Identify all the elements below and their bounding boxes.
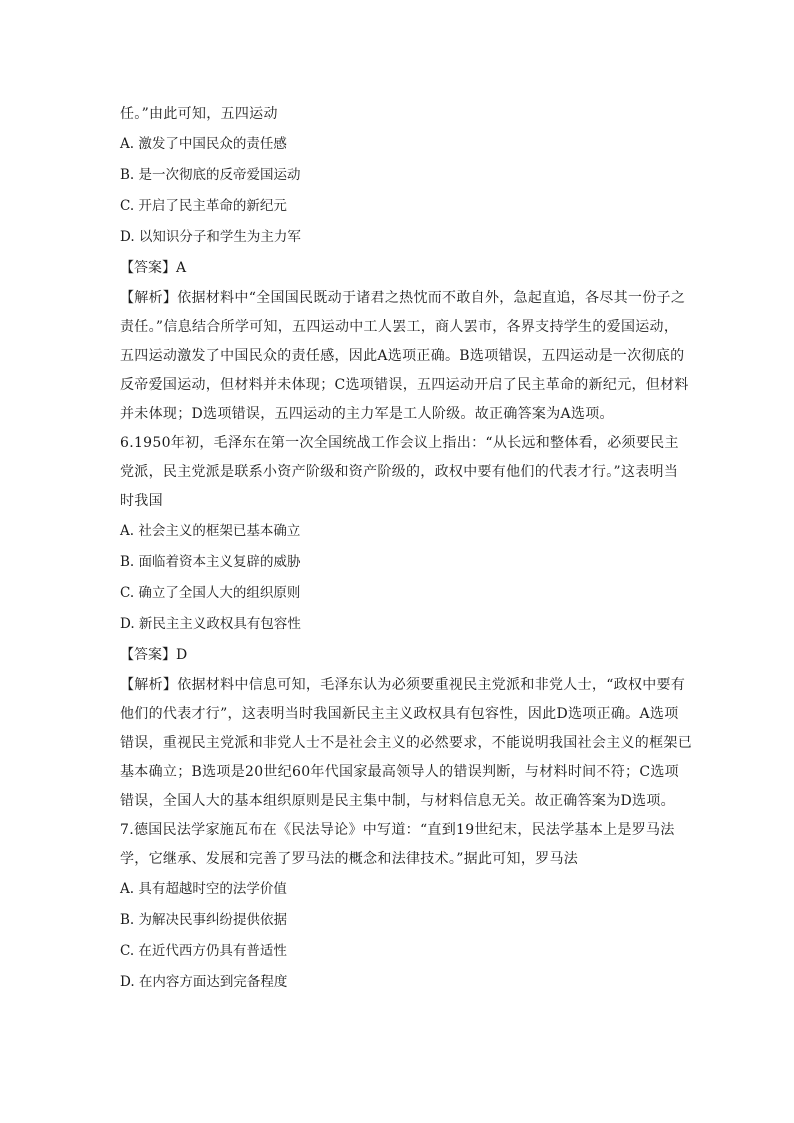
stem-line: 7.德国民法学家施瓦布在《民法导论》中写道：“直到19世纪末，民法学基本上是罗马法 bbox=[120, 822, 675, 838]
question-6-analysis bbox=[120, 671, 692, 816]
question-7-stem bbox=[120, 816, 680, 874]
question-6 bbox=[120, 429, 692, 816]
analysis-line: 责任。”信息结合所学可知，五四运动中工人罢工，商人罢市，各界支持学生的爱国运动， bbox=[120, 319, 679, 335]
question-6-option-b: B. 面临着资本主义复辟的威胁 bbox=[120, 554, 301, 570]
question-5-analysis bbox=[120, 284, 689, 429]
stem-line: 党派，民主党派是联系小资产阶级和资产阶级的，政权中要有他们的代表才行。”这表明当 bbox=[120, 464, 679, 480]
question-7-option-a: A. 具有超越时空的法学价值 bbox=[120, 881, 287, 897]
question-7-option-c: C. 在近代西方仍具有普适性 bbox=[120, 943, 287, 959]
analysis-line: 错误，重视民主党派和非党人士不是社会主义的必然要求，不能说明我国社会主义的框架已 bbox=[120, 735, 692, 751]
analysis-line: 他们的代表才行”，这表明当时我国新民主主义政权具有包容性，因此D选项正确。A选项 bbox=[120, 706, 679, 722]
stem-line: 时我国 bbox=[120, 493, 163, 509]
question-7-option-d: D. 在内容方面达到完备程度 bbox=[120, 974, 288, 990]
analysis-line: 反帝爱国运动，但材料并未体现；C选项错误，五四运动开启了民主革命的新纪元，但材料 bbox=[120, 377, 689, 393]
question-6-answer: 【答案】D bbox=[120, 647, 188, 663]
analysis-line: 【解析】依据材料中“全国国民既动于诸君之热忱而不敢自外，急起直追，各尽其一份子之 bbox=[120, 290, 686, 306]
analysis-line: 五四运动激发了中国民众的责任感，因此A选项正确。B选项错误，五四运动是一次彻底的 bbox=[120, 348, 685, 364]
analysis-line: 错误，全国人大的基本组织原则是民主集中制，与材料信息无关。故正确答案为D选项。 bbox=[120, 793, 675, 809]
question-6-option-a: A. 社会主义的框架已基本确立 bbox=[120, 523, 301, 539]
question-5-option-c: C. 开启了民主革命的新纪元 bbox=[120, 198, 287, 214]
question-7-option-b: B. 为解决民事纠纷提供依据 bbox=[120, 912, 288, 928]
question-5-stem: 任。”由此可知，五四运动 bbox=[120, 106, 278, 122]
analysis-line: 并未体现；D选项错误，五四运动的主力军是工人阶级。故正确答案为A选项。 bbox=[120, 406, 614, 422]
analysis-line: 基本确立；B选项是20世纪60年代国家最高领导人的错误判断，与材料时间不符；C选项 bbox=[120, 764, 679, 780]
document-page bbox=[120, 100, 692, 998]
question-6-option-d: D. 新民主主义政权具有包容性 bbox=[120, 616, 301, 632]
question-6-stem bbox=[120, 429, 680, 516]
question-5-option-d: D. 以知识分子和学生为主力军 bbox=[120, 229, 301, 245]
question-5-option-a: A. 激发了中国民众的责任感 bbox=[120, 136, 287, 152]
stem-line: 6.1950年初，毛泽东在第一次全国统战工作会议上指出：“从长远和整体看，必须要民主 bbox=[120, 435, 679, 451]
question-5-answer: 【答案】A bbox=[120, 260, 187, 276]
question-7 bbox=[120, 816, 680, 998]
question-5 bbox=[120, 100, 689, 429]
stem-line: 学，它继承、发展和完善了罗马法的概念和法律技术。”据此可知，罗马法 bbox=[120, 851, 579, 867]
analysis-line: 【解析】依据材料中信息可知，毛泽东认为必须要重视民主党派和非党人士，“政权中要有 bbox=[120, 677, 686, 693]
question-5-option-b: B. 是一次彻底的反帝爱国运动 bbox=[120, 167, 301, 183]
question-6-option-c: C. 确立了全国人大的组织原则 bbox=[120, 585, 301, 601]
